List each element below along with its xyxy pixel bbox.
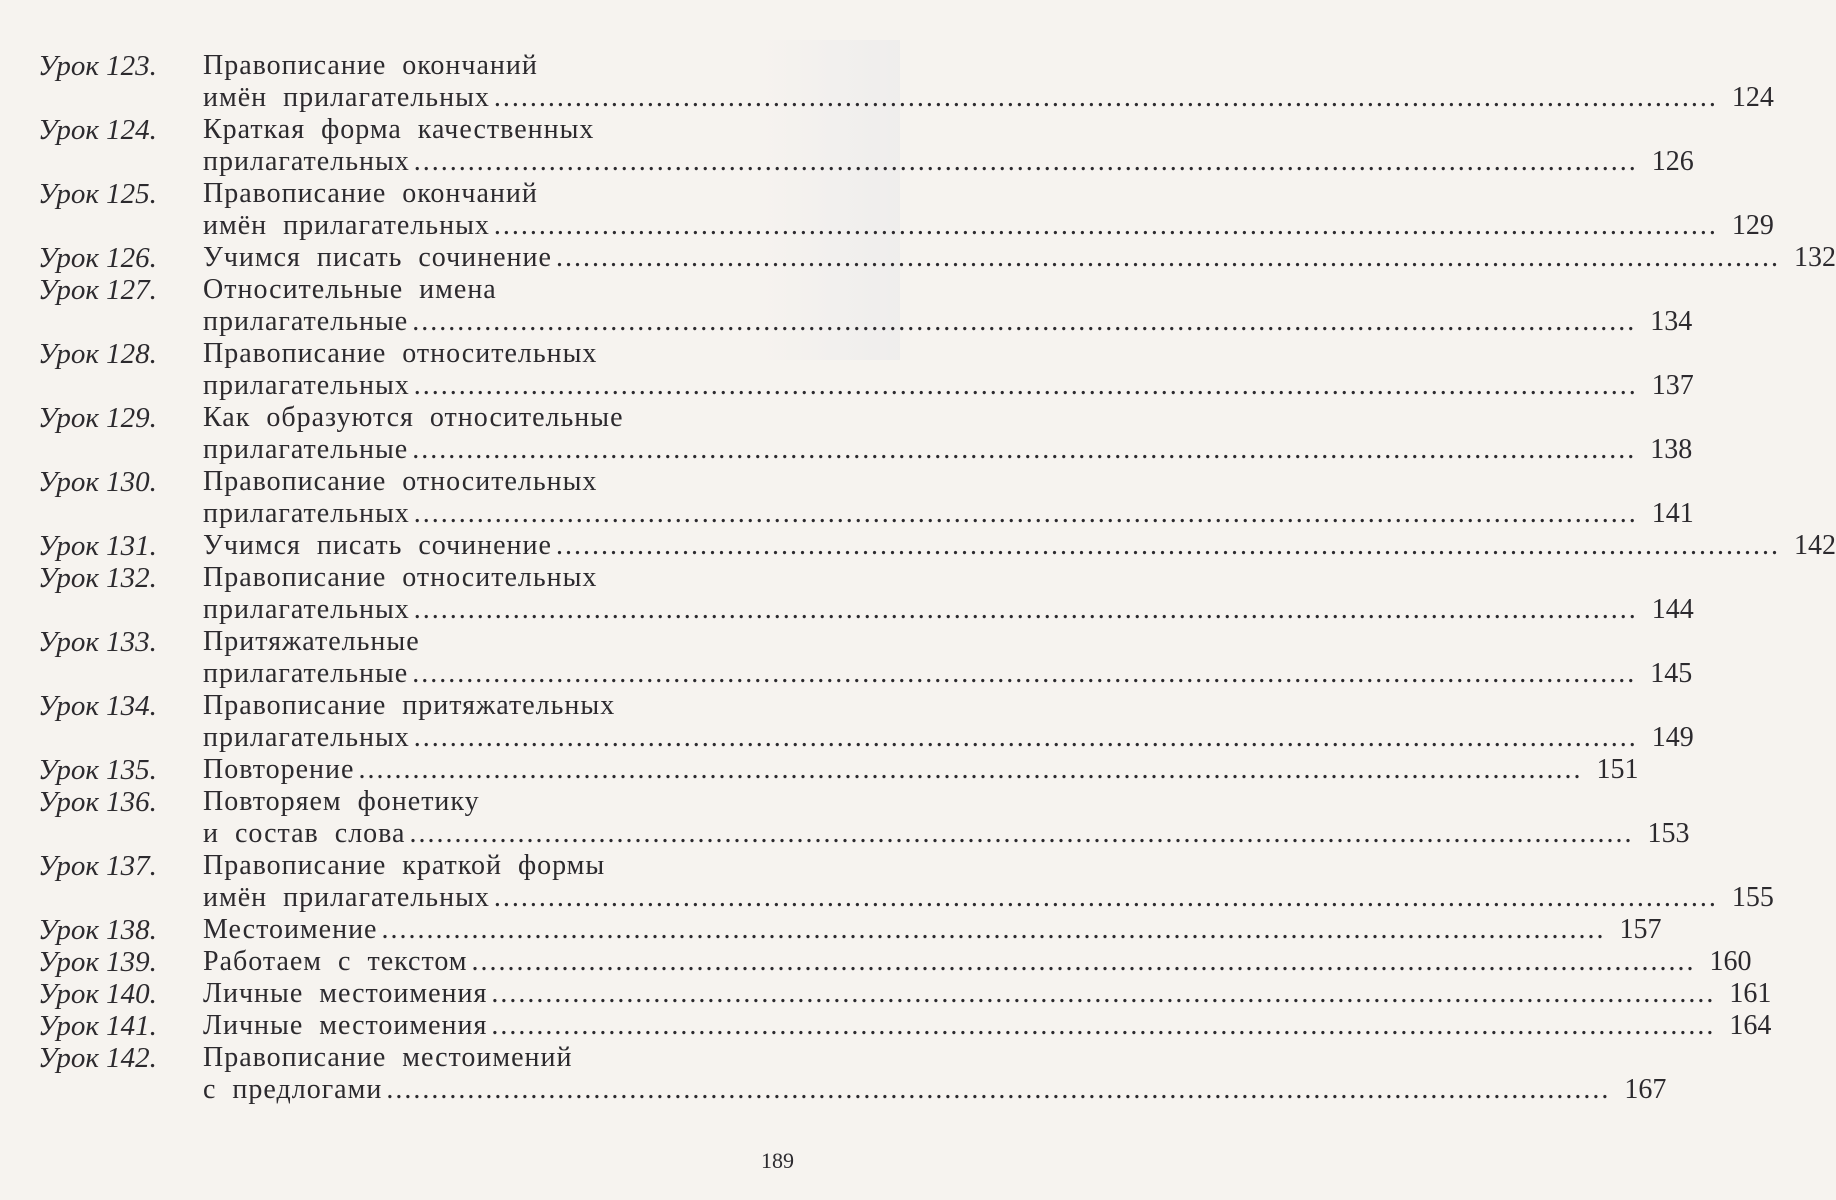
lesson-title: Личные местоимения: [203, 978, 488, 1009]
title-line: [203, 754, 1638, 786]
toc-entry: [38, 978, 1772, 1010]
lesson-title: Правописание окончаний: [203, 50, 538, 81]
toc-entry: [38, 242, 1836, 274]
lesson-title: Как образуются относительные: [203, 402, 624, 433]
dot-leader: [412, 306, 1636, 338]
dot-leader: [494, 82, 1718, 114]
lesson-number: Урок 141.: [38, 1010, 157, 1042]
title-line: [203, 114, 1694, 146]
lesson-title: прилагательных: [203, 146, 410, 177]
lesson-title: прилагательные: [203, 306, 409, 337]
title-line: [203, 498, 1694, 530]
lesson-page-number: 167: [1624, 1074, 1667, 1105]
title-line: [203, 178, 1774, 210]
title-line: [203, 434, 1692, 466]
lesson-page-number: 141: [1651, 498, 1694, 529]
lesson-number: Урок 136.: [38, 786, 157, 818]
toc-entry: [38, 754, 1639, 786]
lesson-title: прилагательные: [203, 658, 409, 689]
lesson-page-number: 132: [1793, 242, 1836, 273]
dot-leader: [494, 210, 1718, 242]
toc-entry: [38, 850, 1774, 914]
lesson-page-number: 149: [1651, 722, 1694, 753]
title-line: [203, 658, 1692, 690]
title-line: [203, 466, 1694, 498]
lesson-number: Урок 133.: [38, 626, 157, 658]
lesson-number: Урок 132.: [38, 562, 157, 594]
title-line: [203, 146, 1694, 178]
lesson-title: с предлогами: [203, 1074, 383, 1105]
lesson-page-number: 155: [1731, 882, 1774, 913]
toc-entry: [38, 274, 1693, 338]
toc-entry: [38, 178, 1774, 242]
title-line: [203, 818, 1689, 850]
dot-leader: [412, 658, 1636, 690]
dot-leader: [358, 754, 1582, 786]
lesson-number: Урок 130.: [38, 466, 157, 498]
toc-entry: [38, 114, 1694, 178]
title-line: [203, 562, 1694, 594]
lesson-number: Урок 125.: [38, 178, 157, 210]
toc-entry: [38, 1010, 1772, 1042]
lesson-page-number: 138: [1650, 434, 1693, 465]
dot-leader: [409, 818, 1633, 850]
lesson-page-number: 153: [1647, 818, 1690, 849]
title-line: [203, 50, 1774, 82]
title-line: [203, 306, 1692, 338]
table-of-contents: [38, 50, 1836, 1106]
lesson-title: прилагательных: [203, 594, 410, 625]
toc-entry: [38, 690, 1694, 754]
lesson-title: Правописание относительных: [203, 562, 598, 593]
title-line: [203, 626, 1692, 658]
dot-leader: [412, 434, 1636, 466]
title-line: [203, 690, 1694, 722]
toc-entry: [38, 402, 1693, 466]
lesson-title: Местоимение: [203, 914, 378, 945]
lesson-title-block: [203, 754, 1638, 786]
lesson-page-number: 134: [1650, 306, 1693, 337]
lesson-title-block: [203, 850, 1774, 914]
dot-leader: [491, 978, 1715, 1010]
lesson-number: Урок 134.: [38, 690, 157, 722]
dot-leader: [414, 498, 1638, 530]
title-line: [203, 978, 1771, 1010]
dot-leader: [494, 882, 1718, 914]
lesson-title: Учимся писать сочинение: [203, 242, 552, 273]
lesson-title: Притяжательные: [203, 626, 420, 657]
lesson-number: Урок 140.: [38, 978, 157, 1010]
lesson-title-block: [203, 626, 1692, 690]
lesson-title-block: [203, 946, 1752, 978]
lesson-title: имён прилагательных: [203, 882, 490, 913]
page-number: 189: [761, 1148, 794, 1173]
title-line: [203, 914, 1661, 946]
toc-entry: [38, 530, 1836, 562]
lesson-title: Правописание относительных: [203, 466, 598, 497]
lesson-title-block: [203, 914, 1661, 946]
dot-leader: [556, 530, 1780, 562]
lesson-title-block: [203, 1010, 1771, 1042]
title-line: [203, 338, 1694, 370]
lesson-title: прилагательные: [203, 434, 409, 465]
title-line: [203, 210, 1774, 242]
title-line: [203, 722, 1694, 754]
lesson-title: прилагательных: [203, 370, 410, 401]
lesson-page-number: 160: [1709, 946, 1752, 977]
lesson-page-number: 126: [1651, 146, 1694, 177]
lesson-title: Правописание краткой формы: [203, 850, 606, 881]
lesson-number: Урок 139.: [38, 946, 157, 978]
lesson-title-block: [203, 978, 1771, 1010]
title-line: [203, 1010, 1771, 1042]
lesson-title: Повторяем фонетику: [203, 786, 480, 817]
lesson-title: Учимся писать сочинение: [203, 530, 552, 561]
lesson-number: Урок 124.: [38, 114, 157, 146]
lesson-number: Урок 137.: [38, 850, 157, 882]
toc-entry: [38, 946, 1752, 978]
lesson-title: Личные местоимения: [203, 1010, 488, 1041]
lesson-title-block: [203, 338, 1694, 402]
lesson-title: Повторение: [203, 754, 355, 785]
lesson-title: Работаем с текстом: [203, 946, 468, 977]
lesson-page-number: 129: [1731, 210, 1774, 241]
lesson-title: Правописание местоимений: [203, 1042, 573, 1073]
toc-entry: [38, 786, 1690, 850]
toc-entry: [38, 1042, 1667, 1106]
lesson-title: и состав слова: [203, 818, 406, 849]
lesson-title-block: [203, 466, 1694, 530]
toc-entry: [38, 50, 1774, 114]
title-line: [203, 882, 1774, 914]
lesson-number: Урок 138.: [38, 914, 157, 946]
lesson-number: Урок 127.: [38, 274, 157, 306]
lesson-title-block: [203, 274, 1692, 338]
dot-leader: [414, 370, 1638, 402]
lesson-number: Урок 131.: [38, 530, 157, 562]
lesson-title-block: [203, 562, 1694, 626]
lesson-page-number: 157: [1619, 914, 1662, 945]
dot-leader: [386, 1074, 1610, 1106]
title-line: [203, 786, 1689, 818]
lesson-number: Урок 129.: [38, 402, 157, 434]
toc-entry: [38, 626, 1693, 690]
lesson-number: Урок 123.: [38, 50, 157, 82]
lesson-title-block: [203, 786, 1689, 850]
title-line: [203, 850, 1774, 882]
title-line: [203, 370, 1694, 402]
lesson-number: Урок 126.: [38, 242, 157, 274]
lesson-page-number: 151: [1596, 754, 1639, 785]
lesson-number: Урок 135.: [38, 754, 157, 786]
title-line: [203, 402, 1692, 434]
lesson-title-block: [203, 242, 1836, 274]
dot-leader: [414, 594, 1638, 626]
lesson-title-block: [203, 402, 1692, 466]
toc-entry: [38, 914, 1662, 946]
dot-leader: [472, 946, 1696, 978]
lesson-title-block: [203, 530, 1836, 562]
title-line: [203, 274, 1692, 306]
lesson-title: Правописание окончаний: [203, 178, 538, 209]
lesson-title: прилагательных: [203, 722, 410, 753]
toc-entry: [38, 562, 1694, 626]
title-line: [203, 1042, 1666, 1074]
lesson-title-block: [203, 114, 1694, 178]
title-line: [203, 242, 1836, 274]
lesson-title: имён прилагательных: [203, 210, 490, 241]
title-line: [203, 946, 1752, 978]
lesson-title: имён прилагательных: [203, 82, 490, 113]
lesson-title: Правописание притяжательных: [203, 690, 616, 721]
title-line: [203, 1074, 1666, 1106]
dot-leader: [414, 146, 1638, 178]
title-line: [203, 82, 1774, 114]
lesson-page-number: 145: [1650, 658, 1693, 689]
lesson-page-number: 164: [1729, 1010, 1772, 1041]
toc-entry: [38, 466, 1694, 530]
dot-leader: [556, 242, 1780, 274]
lesson-number: Урок 142.: [38, 1042, 157, 1074]
lesson-page-number: 144: [1651, 594, 1694, 625]
dot-leader: [414, 722, 1638, 754]
lesson-page-number: 124: [1731, 82, 1774, 113]
lesson-page-number: 137: [1651, 370, 1694, 401]
lesson-page-number: 161: [1729, 978, 1772, 1009]
lesson-title: Правописание относительных: [203, 338, 598, 369]
lesson-title-block: [203, 50, 1774, 114]
title-line: [203, 594, 1694, 626]
dot-leader: [381, 914, 1605, 946]
lesson-title: Относительные имена: [203, 274, 497, 305]
toc-entry: [38, 338, 1694, 402]
lesson-title: прилагательных: [203, 498, 410, 529]
lesson-title-block: [203, 178, 1774, 242]
lesson-title-block: [203, 1042, 1666, 1106]
dot-leader: [491, 1010, 1715, 1042]
lesson-page-number: 142: [1793, 530, 1836, 561]
lesson-number: Урок 128.: [38, 338, 157, 370]
title-line: [203, 530, 1836, 562]
lesson-title: Краткая форма качественных: [203, 114, 595, 145]
lesson-title-block: [203, 690, 1694, 754]
